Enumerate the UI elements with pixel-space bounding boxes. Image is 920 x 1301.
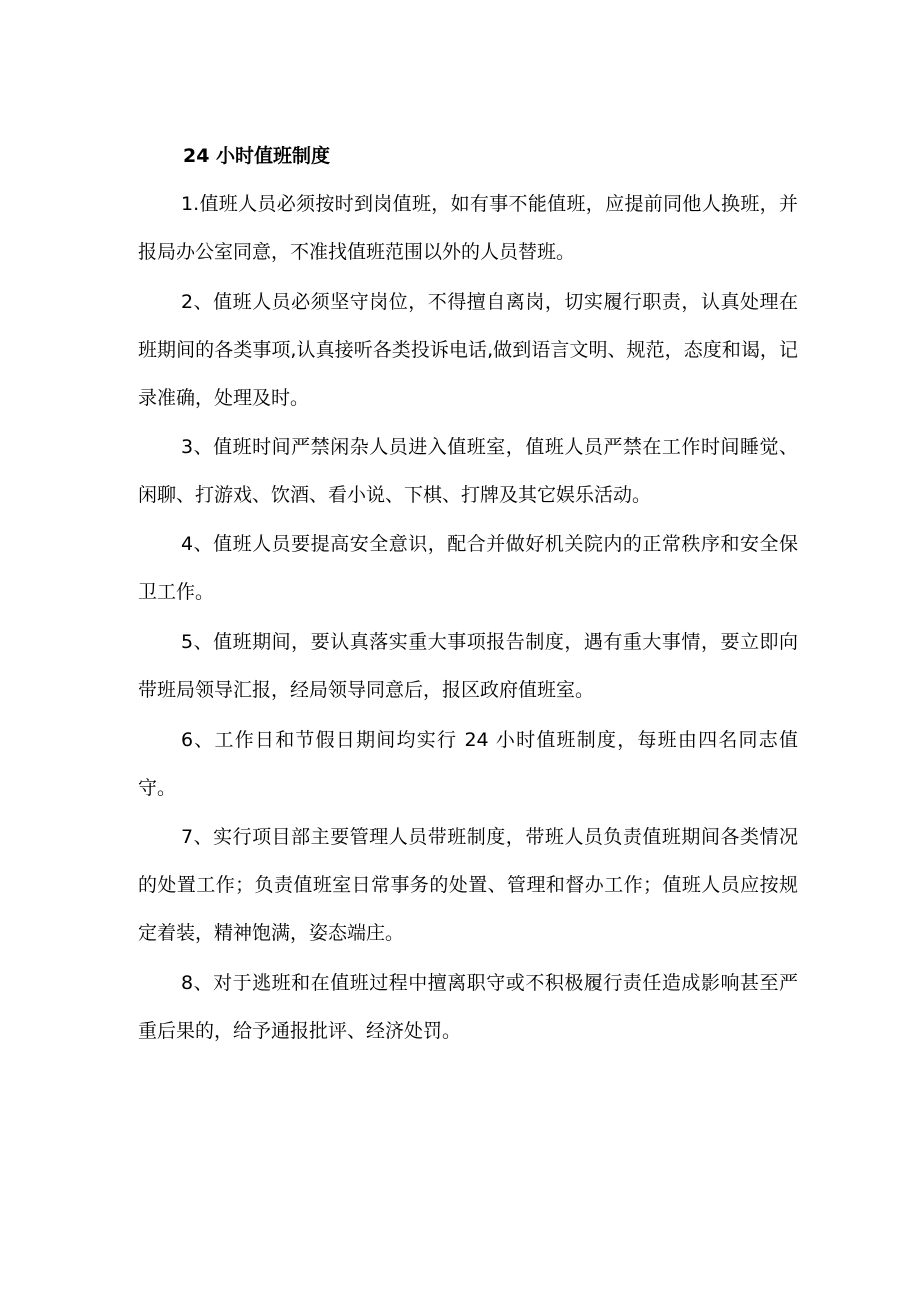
paragraph-4: 4、值班人员要提高安全意识，配合并做好机关院内的正常秩序和安全保卫工作。 [138, 533, 798, 603]
document-title: 24 小时值班制度 [183, 145, 331, 167]
paragraph-5: 5、值班期间，要认真落实重大事项报告制度，遇有重大事情，要立即向带班局领导汇报，经局领导同意后，报区政府值班室。 [138, 631, 798, 701]
paragraph-2: 2、值班人员必须坚守岗位，不得擅自离岗，切实履行职责，认真处理在班期间的各类事项,认真接听各类投诉电话,做到语言文明、规范，态度和谒，记录准确，处理及时。 [138, 291, 798, 409]
paragraph-1: 1.值班人员必须按时到岗值班，如有事不能值班，应提前同他人换班，并报局办公室同意，不准找值班范围以外的人员替班。 [138, 193, 798, 263]
paragraph-8: 8、对于逃班和在值班过程中擅离职守或不积极履行责任造成影响甚至严重后果的，给予通报批评、经济处罚。 [138, 972, 798, 1042]
paragraph-6: 6、工作日和节假日期间均实行 24 小时值班制度，每班由四名同志值守。 [138, 729, 798, 799]
paragraph-7: 7、实行项目部主要管理人员带班制度，带班人员负责值班期间各类情况的处置工作；负责值班室日常事务的处置、管理和督办工作；值班人员应按规定着装，精神饱满，姿态端庄。 [138, 826, 798, 944]
paragraph-3: 3、值班时间严禁闲杂人员进入值班室，值班人员严禁在工作时间睡觉、闲聊、打游戏、饮酒、看小说、下棋、打牌及其它娱乐活动。 [138, 436, 798, 506]
